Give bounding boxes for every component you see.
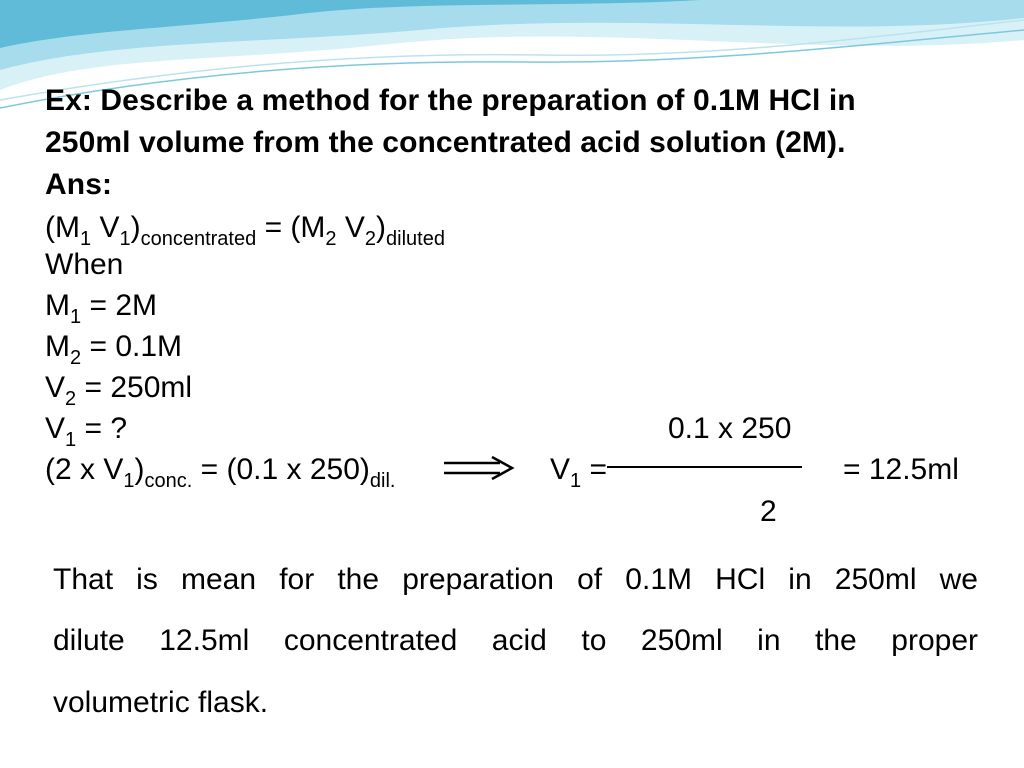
given-m1 <box>45 286 157 329</box>
given-m2-symbol: M <box>45 330 70 363</box>
formula-diluted-label: diluted <box>386 228 445 250</box>
calc-equation <box>45 450 395 493</box>
calc-lhs-open: (2 x V <box>45 453 124 486</box>
given-m2-value: = 0.1M <box>81 330 183 363</box>
calc-v1-label <box>550 450 607 493</box>
question-line-1: Ex: Describe a method for the preparation of 0.1M HCl in <box>45 84 856 117</box>
when-label: When <box>45 248 124 281</box>
calc-dil-label: dil. <box>369 470 396 492</box>
formula-close-1: ) <box>130 211 141 244</box>
fraction-bar <box>607 466 802 468</box>
conclusion-line-3: volumetric flask. <box>53 686 269 719</box>
calc-rhs: = (0.1 x 250) <box>192 453 370 486</box>
fraction-denominator: 2 <box>760 495 777 528</box>
formula-m2-sub: 2 <box>325 228 337 250</box>
formula-close-2: ) <box>376 211 387 244</box>
given-m1-symbol: M <box>45 289 70 322</box>
implies-arrow-icon <box>442 455 516 481</box>
given-v1 <box>45 409 127 452</box>
calc-lhs-close: ) <box>134 453 145 486</box>
formula-v2: V <box>336 211 365 244</box>
formula-v1-sub: 1 <box>119 228 131 250</box>
given-m2-sub: 2 <box>70 347 82 369</box>
calc-conc-label: conc. <box>144 470 193 492</box>
given-v2 <box>45 368 192 411</box>
given-v1-symbol: V <box>45 412 66 445</box>
calc-v1-symbol: V <box>550 453 571 486</box>
given-m1-sub: 1 <box>70 306 82 328</box>
question-line-2: 250ml volume from the concentrated acid solution (2M). <box>45 126 846 159</box>
given-v1-sub: 1 <box>65 429 77 451</box>
formula-v1: V <box>91 211 120 244</box>
given-m1-value: = 2M <box>81 289 157 322</box>
formula-m1-sub: 1 <box>79 228 92 250</box>
calc-lhs-sub: 1 <box>123 470 135 492</box>
fraction-numerator: 0.1 x 250 <box>668 412 792 445</box>
formula-concentrated-label: concentrated <box>140 228 257 250</box>
calc-v1-equals: = <box>581 453 607 486</box>
answer-label: Ans: <box>45 168 113 201</box>
calc-result: = 12.5ml <box>843 453 959 486</box>
formula-open-m1: (M <box>45 211 80 244</box>
given-v2-value: = 250ml <box>76 371 193 404</box>
conclusion-line-2: dilute 12.5ml concentrated acid to 250ml in the proper <box>53 624 978 657</box>
calc-v1-sub: 1 <box>570 470 582 492</box>
formula-eq-m2: = (M <box>256 211 326 244</box>
given-v2-sub: 2 <box>65 388 77 410</box>
question-text <box>45 80 995 206</box>
given-v2-symbol: V <box>45 371 66 404</box>
given-v1-value: = ? <box>76 412 128 445</box>
formula-v2-sub: 2 <box>364 228 377 250</box>
conclusion-line-1: That is mean for the preparation of 0.1M HCl in 250ml we <box>53 563 978 596</box>
given-m2 <box>45 327 182 370</box>
